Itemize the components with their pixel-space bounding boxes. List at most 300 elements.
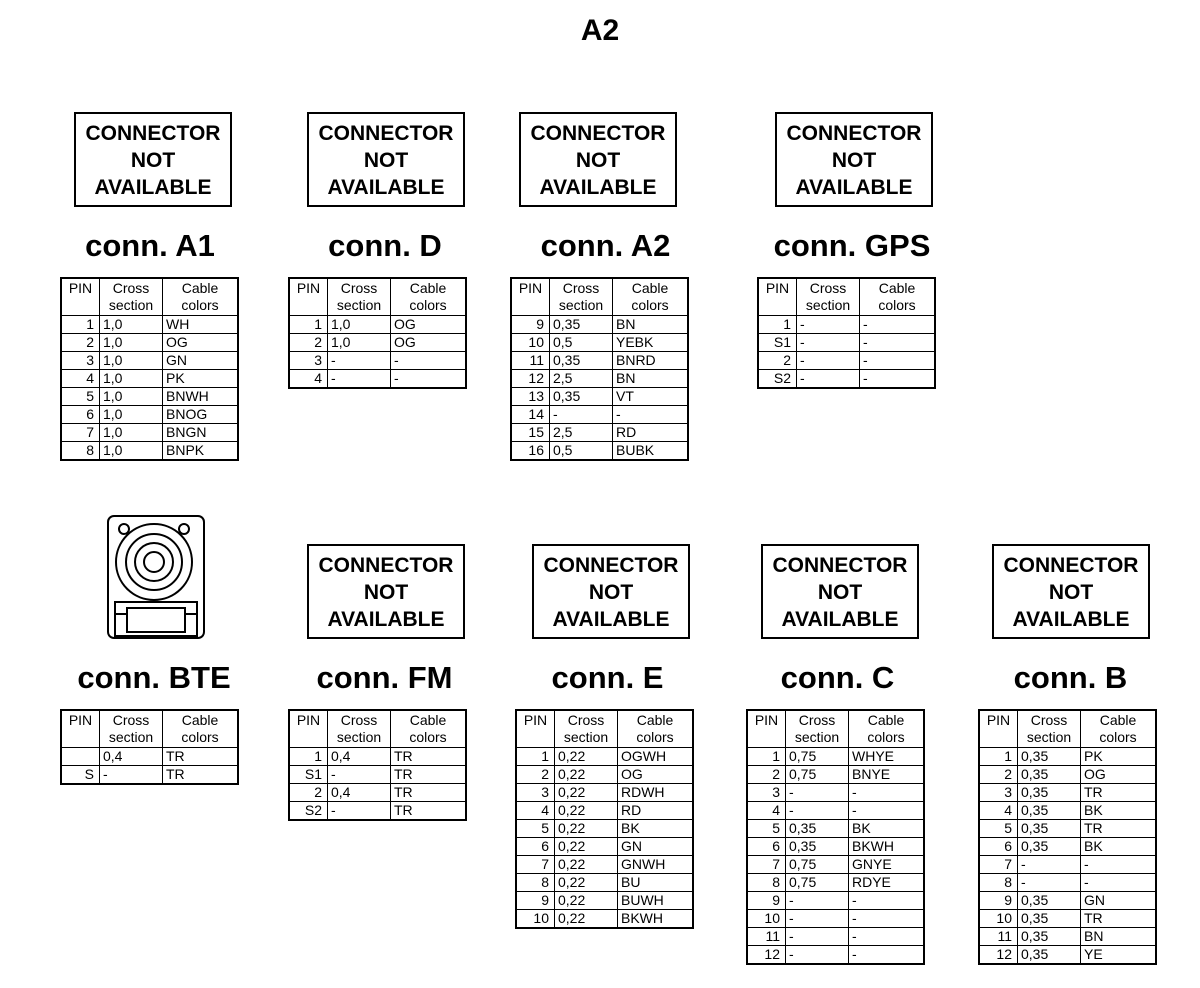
pin-table-bte (60, 709, 239, 785)
cable-color-cell: GN (618, 838, 694, 856)
pin-cell: 1 (747, 748, 786, 766)
table-row (979, 838, 1156, 856)
cable-color-cell: - (849, 784, 925, 802)
pin-header: PIN (289, 710, 328, 748)
table-row (511, 370, 688, 388)
cross-section-cell: 0,22 (555, 784, 618, 802)
table-row (979, 766, 1156, 784)
pin-cell: 2 (289, 784, 328, 802)
table-row (61, 442, 238, 461)
bte-connector-drawing (105, 514, 207, 640)
pin-cell: S1 (289, 766, 328, 784)
table-row (511, 334, 688, 352)
table-header-row (61, 710, 238, 748)
cable-colors-header (391, 710, 467, 748)
table-row (511, 352, 688, 370)
pin-cell: 9 (747, 892, 786, 910)
table-row (979, 784, 1156, 802)
cable-colors-header-line: colors (878, 297, 916, 313)
pin-table-c (746, 709, 925, 965)
connector-not-available-e (532, 544, 690, 639)
pin-cell: 4 (516, 802, 555, 820)
cross-section-cell: 0,35 (1018, 928, 1081, 946)
page-title: A2 (580, 14, 620, 47)
table-header-row (747, 710, 924, 748)
cable-color-cell: - (849, 802, 925, 820)
pin-cell (61, 748, 100, 766)
pin-cell: S2 (758, 370, 797, 389)
cable-color-cell: BUWH (618, 892, 694, 910)
table-row (61, 766, 238, 785)
cross-section-cell: 2,5 (550, 370, 613, 388)
pin-cell: 8 (747, 874, 786, 892)
table-row (979, 802, 1156, 820)
table-row (511, 424, 688, 442)
pin-cell: 12 (979, 946, 1018, 965)
cross-section-cell: - (797, 334, 860, 352)
placeholder-line: NOT (130, 149, 176, 172)
cross-section-cell: 0,35 (1018, 892, 1081, 910)
cross-section-header-line: Cross (798, 712, 836, 728)
cross-section-cell: 0,35 (1018, 838, 1081, 856)
cross-section-header-line: Cross (1030, 712, 1068, 728)
cross-section-cell: 0,35 (550, 388, 613, 406)
table-row (61, 406, 238, 424)
pin-table-a1 (60, 277, 239, 461)
cable-color-cell: RD (618, 802, 694, 820)
cable-color-cell: BKWH (849, 838, 925, 856)
cable-color-cell: TR (163, 766, 239, 785)
table-row (516, 748, 693, 766)
pin-table-gps (757, 277, 936, 389)
table-row (516, 892, 693, 910)
cross-section-header-line: Cross (112, 712, 150, 728)
cross-section-cell: 0,35 (1018, 802, 1081, 820)
pin-table-e (515, 709, 694, 929)
cross-section-cell: 0,75 (786, 874, 849, 892)
cable-colors-header-line: Cable (878, 280, 916, 296)
cable-color-cell: OG (391, 316, 467, 334)
cable-colors-header-line: Cable (636, 712, 674, 728)
cable-color-cell: TR (391, 802, 467, 821)
cable-color-cell: - (391, 352, 467, 370)
cross-section-header (100, 710, 163, 748)
table-header-row (61, 278, 238, 316)
cable-colors-header-line: Cable (631, 280, 669, 296)
pin-table-a2 (510, 277, 689, 461)
placeholder-line: AVAILABLE (327, 608, 445, 631)
cable-color-cell: BN (613, 370, 689, 388)
pin-cell: 1 (516, 748, 555, 766)
cross-section-cell: 1,0 (328, 334, 391, 352)
conn-title-b: conn. B (1013, 660, 1128, 695)
cable-color-cell: VT (613, 388, 689, 406)
cable-color-cell: BNOG (163, 406, 239, 424)
cable-color-cell: - (391, 370, 467, 389)
pin-cell: 3 (747, 784, 786, 802)
placeholder-line: AVAILABLE (795, 176, 913, 199)
cross-section-header (550, 278, 613, 316)
cable-color-cell: RD (613, 424, 689, 442)
cross-section-cell: 0,35 (1018, 946, 1081, 965)
cross-section-header-line: Cross (809, 280, 847, 296)
cross-section-cell: 0,22 (555, 874, 618, 892)
placeholder-line: CONNECTOR (543, 554, 679, 577)
table-row (289, 334, 466, 352)
cable-colors-header-line: colors (409, 297, 447, 313)
pin-cell: 2 (747, 766, 786, 784)
cable-color-cell: OG (618, 766, 694, 784)
cable-colors-header-line: Cable (1099, 712, 1137, 728)
cable-color-cell: - (849, 928, 925, 946)
cross-section-cell: 0,35 (1018, 820, 1081, 838)
table-row (511, 316, 688, 334)
cross-section-cell: - (328, 370, 391, 389)
placeholder-line: NOT (363, 149, 409, 172)
pin-cell: 1 (289, 316, 328, 334)
cable-colors-header (391, 278, 467, 316)
pin-cell: S (61, 766, 100, 785)
cross-section-header-line: section (108, 729, 154, 745)
table-row (289, 784, 466, 802)
cross-section-header-line: section (558, 297, 604, 313)
table-header-row (289, 278, 466, 316)
pin-cell: 12 (511, 370, 550, 388)
table-row (979, 874, 1156, 892)
pin-cell: 16 (511, 442, 550, 461)
cable-color-cell: TR (391, 748, 467, 766)
pin-table-b (978, 709, 1157, 965)
cable-color-cell: TR (1081, 820, 1157, 838)
conn-title-fm: conn. FM (316, 660, 453, 695)
cross-section-cell: - (786, 802, 849, 820)
cable-color-cell: - (860, 316, 936, 334)
cross-section-cell: 0,22 (555, 820, 618, 838)
table-row (516, 910, 693, 929)
table-row (979, 748, 1156, 766)
cross-section-header-line: Cross (567, 712, 605, 728)
pin-cell: 7 (516, 856, 555, 874)
cross-section-header (786, 710, 849, 748)
pin-cell: 1 (758, 316, 797, 334)
cable-color-cell: - (860, 370, 936, 389)
table-row (511, 406, 688, 424)
pin-cell: 2 (61, 334, 100, 352)
table-row (747, 928, 924, 946)
pin-cell: 11 (511, 352, 550, 370)
cross-section-cell: 0,35 (1018, 910, 1081, 928)
table-row (289, 370, 466, 389)
pin-cell: 8 (516, 874, 555, 892)
connector-not-available-c (761, 544, 919, 639)
table-row (747, 910, 924, 928)
cable-color-cell: BN (1081, 928, 1157, 946)
table-row (289, 766, 466, 784)
cross-section-cell: 0,35 (550, 352, 613, 370)
cross-section-header (100, 278, 163, 316)
cross-section-cell: 1,0 (100, 334, 163, 352)
cable-color-cell: YEBK (613, 334, 689, 352)
cross-section-cell: 1,0 (100, 388, 163, 406)
cross-section-cell: - (1018, 856, 1081, 874)
placeholder-line: AVAILABLE (94, 176, 212, 199)
pin-cell: 3 (979, 784, 1018, 802)
table-row (979, 820, 1156, 838)
cross-section-cell: - (328, 802, 391, 821)
conn-title-gps: conn. GPS (773, 228, 931, 263)
pin-cell: 10 (979, 910, 1018, 928)
pin-header: PIN (289, 278, 328, 316)
pin-table-fm (288, 709, 467, 821)
pin-header: PIN (758, 278, 797, 316)
cross-section-header-line: Cross (340, 712, 378, 728)
pin-cell: 5 (979, 820, 1018, 838)
cross-section-cell: 0,22 (555, 766, 618, 784)
cross-section-cell: 0,4 (100, 748, 163, 766)
pin-cell: 6 (61, 406, 100, 424)
table-row (979, 856, 1156, 874)
pin-cell: 11 (747, 928, 786, 946)
cable-color-cell: BNPK (163, 442, 239, 461)
cable-color-cell: WHYE (849, 748, 925, 766)
placeholder-line: CONNECTOR (318, 122, 454, 145)
cross-section-cell: 0,35 (786, 820, 849, 838)
cable-color-cell: TR (391, 766, 467, 784)
placeholder-line: CONNECTOR (786, 122, 922, 145)
cross-section-header-line: Cross (112, 280, 150, 296)
cross-section-header (328, 278, 391, 316)
pin-header: PIN (511, 278, 550, 316)
table-row (747, 748, 924, 766)
cable-colors-header (860, 278, 936, 316)
placeholder-line: AVAILABLE (781, 608, 899, 631)
table-row (747, 802, 924, 820)
cable-color-cell: - (860, 352, 936, 370)
placeholder-line: NOT (1048, 581, 1094, 604)
placeholder-line: NOT (831, 149, 877, 172)
table-row (516, 802, 693, 820)
cross-section-cell: 0,4 (328, 748, 391, 766)
cable-colors-header-line: colors (636, 729, 674, 745)
table-row (979, 910, 1156, 928)
table-row (516, 784, 693, 802)
pin-cell: S2 (289, 802, 328, 821)
connector-not-available-fm (307, 544, 465, 639)
cable-color-cell: RDWH (618, 784, 694, 802)
conn-title-a1: conn. A1 (85, 228, 215, 263)
table-row (747, 874, 924, 892)
table-header-row (979, 710, 1156, 748)
pin-cell: 10 (511, 334, 550, 352)
pin-cell: 1 (979, 748, 1018, 766)
cross-section-header (797, 278, 860, 316)
pin-cell: 7 (747, 856, 786, 874)
connector-not-available-a2 (519, 112, 677, 207)
conn-title-e: conn. E (551, 660, 664, 695)
cable-color-cell: OG (1081, 766, 1157, 784)
pin-cell: 9 (511, 316, 550, 334)
table-header-row (289, 710, 466, 748)
cable-color-cell: OG (391, 334, 467, 352)
pin-cell: 4 (979, 802, 1018, 820)
cross-section-header (1018, 710, 1081, 748)
cable-colors-header-line: Cable (867, 712, 905, 728)
pin-header: PIN (747, 710, 786, 748)
placeholder-line: CONNECTOR (318, 554, 454, 577)
pin-cell: 12 (747, 946, 786, 965)
table-row (747, 892, 924, 910)
conn-title-a2: conn. A2 (540, 228, 671, 263)
placeholder-line: NOT (588, 581, 634, 604)
table-row (61, 424, 238, 442)
cable-color-cell: GNWH (618, 856, 694, 874)
connector-not-available-b (992, 544, 1150, 639)
cross-section-cell: 0,22 (555, 910, 618, 929)
cable-color-cell: BNYE (849, 766, 925, 784)
cable-colors-header (1081, 710, 1157, 748)
pin-cell: 14 (511, 406, 550, 424)
pin-header: PIN (516, 710, 555, 748)
cable-color-cell: RDYE (849, 874, 925, 892)
cross-section-cell: 0,35 (1018, 766, 1081, 784)
pin-cell: 3 (516, 784, 555, 802)
table-row (516, 874, 693, 892)
pin-cell: 1 (289, 748, 328, 766)
table-row (516, 820, 693, 838)
cross-section-cell: 0,75 (786, 856, 849, 874)
table-row (61, 370, 238, 388)
cross-section-cell: - (797, 352, 860, 370)
pin-cell: 2 (516, 766, 555, 784)
cable-colors-header-line: colors (181, 297, 219, 313)
cross-section-header-line: Cross (340, 280, 378, 296)
cross-section-header-line: section (563, 729, 609, 745)
table-row (511, 442, 688, 461)
pin-cell: 8 (61, 442, 100, 461)
cable-color-cell: - (849, 892, 925, 910)
cable-color-cell: BK (618, 820, 694, 838)
cable-color-cell: - (1081, 874, 1157, 892)
cable-colors-header (163, 710, 239, 748)
pin-cell: 6 (516, 838, 555, 856)
cross-section-cell: 0,22 (555, 856, 618, 874)
table-row (979, 946, 1156, 965)
conn-title-bte: conn. BTE (77, 660, 231, 695)
cable-color-cell: BN (613, 316, 689, 334)
pin-cell: 5 (516, 820, 555, 838)
cross-section-cell: 0,75 (786, 748, 849, 766)
table-row (758, 370, 935, 389)
pin-cell: 6 (979, 838, 1018, 856)
cross-section-header-line: Cross (562, 280, 600, 296)
pin-cell: 7 (61, 424, 100, 442)
cable-color-cell: - (613, 406, 689, 424)
cable-colors-header-line: Cable (181, 280, 219, 296)
cross-section-cell: - (550, 406, 613, 424)
cross-section-header (328, 710, 391, 748)
pin-cell: 6 (747, 838, 786, 856)
cable-colors-header-line: Cable (181, 712, 219, 728)
cable-color-cell: TR (1081, 784, 1157, 802)
pin-header: PIN (979, 710, 1018, 748)
cross-section-cell: 2,5 (550, 424, 613, 442)
cross-section-cell: 0,35 (1018, 748, 1081, 766)
connector-not-available-a1 (74, 112, 232, 207)
table-row (289, 352, 466, 370)
cross-section-cell: 1,0 (100, 352, 163, 370)
cable-colors-header-line: Cable (409, 280, 447, 296)
pin-header: PIN (61, 278, 100, 316)
pin-cell: 1 (61, 316, 100, 334)
cable-color-cell: GN (163, 352, 239, 370)
pin-cell: 8 (979, 874, 1018, 892)
cable-color-cell: PK (163, 370, 239, 388)
cross-section-cell: - (797, 370, 860, 389)
cross-section-header-line: section (108, 297, 154, 313)
cross-section-cell: 1,0 (100, 370, 163, 388)
placeholder-line: CONNECTOR (1003, 554, 1139, 577)
pin-cell: 4 (61, 370, 100, 388)
table-row (758, 316, 935, 334)
table-header-row (516, 710, 693, 748)
cross-section-cell: 0,5 (550, 334, 613, 352)
cable-color-cell: BUBK (613, 442, 689, 461)
cable-color-cell: YE (1081, 946, 1157, 965)
table-row (289, 748, 466, 766)
connector-not-available-gps (775, 112, 933, 207)
cross-section-header-line: section (336, 729, 382, 745)
table-row (747, 946, 924, 965)
placeholder-line: AVAILABLE (327, 176, 445, 199)
pin-cell: 4 (289, 370, 328, 389)
table-row (61, 352, 238, 370)
cable-color-cell: BK (1081, 838, 1157, 856)
conn-title-d: conn. D (328, 228, 442, 263)
pin-cell: 7 (979, 856, 1018, 874)
cross-section-cell: 1,0 (100, 424, 163, 442)
cross-section-cell: 0,4 (328, 784, 391, 802)
cross-section-cell: 0,35 (786, 838, 849, 856)
cross-section-cell: 1,0 (328, 316, 391, 334)
cable-color-cell: TR (391, 784, 467, 802)
cable-colors-header (613, 278, 689, 316)
pin-cell: 2 (758, 352, 797, 370)
cross-section-cell: 0,5 (550, 442, 613, 461)
pin-cell: 13 (511, 388, 550, 406)
placeholder-line: AVAILABLE (552, 608, 670, 631)
placeholder-line: CONNECTOR (530, 122, 666, 145)
cable-colors-header-line: colors (409, 729, 447, 745)
cross-section-cell: - (100, 766, 163, 785)
cross-section-cell: - (328, 352, 391, 370)
cable-color-cell: TR (1081, 910, 1157, 928)
table-row (61, 388, 238, 406)
table-row (516, 838, 693, 856)
cross-section-cell: 0,75 (786, 766, 849, 784)
placeholder-line: NOT (575, 149, 621, 172)
cable-color-cell: BNRD (613, 352, 689, 370)
table-row (747, 766, 924, 784)
cable-color-cell: - (1081, 856, 1157, 874)
table-header-row (758, 278, 935, 316)
cross-section-header-line: section (794, 729, 840, 745)
pin-cell: 5 (61, 388, 100, 406)
cable-color-cell: OGWH (618, 748, 694, 766)
cross-section-cell: 1,0 (100, 316, 163, 334)
cable-colors-header (163, 278, 239, 316)
placeholder-line: NOT (363, 581, 409, 604)
table-row (747, 838, 924, 856)
